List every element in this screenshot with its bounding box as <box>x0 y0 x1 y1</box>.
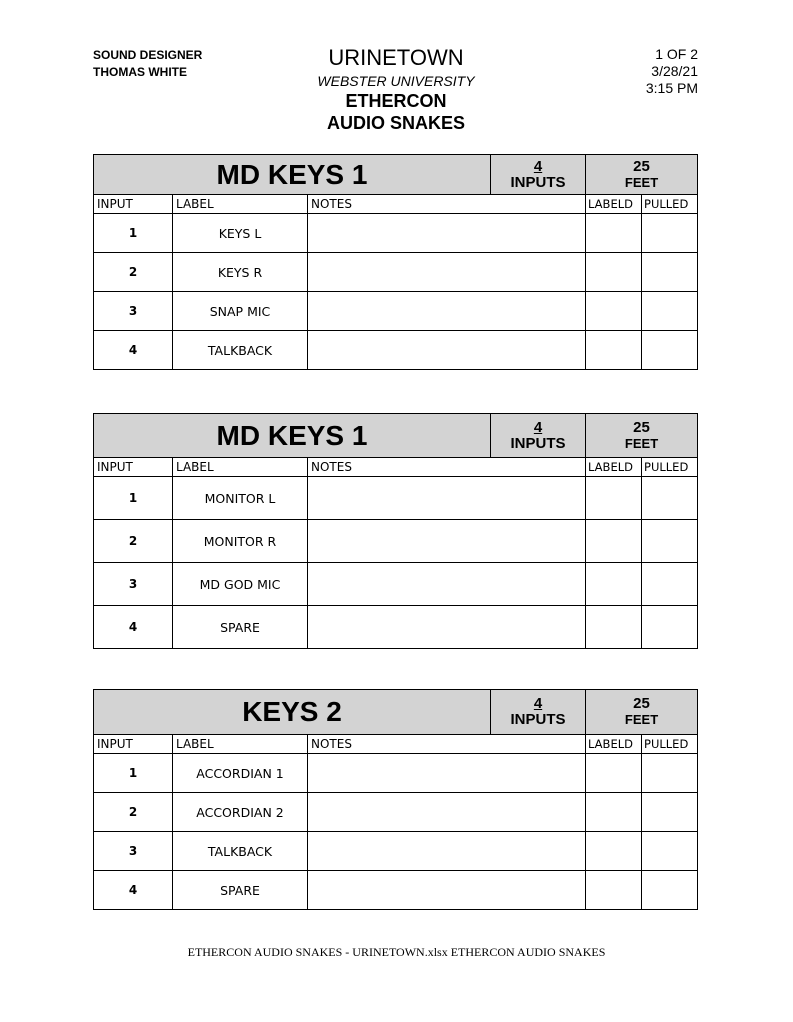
inputs-count: 4 <box>533 695 543 712</box>
labeled-check-cell <box>586 292 642 331</box>
sheet-heading-line1: ETHERCON <box>345 91 447 111</box>
snake-table <box>93 154 698 370</box>
inputs-unit: INPUTS <box>510 173 566 191</box>
pulled-column-header: PULLED <box>642 195 698 214</box>
input-number: 1 <box>94 754 173 793</box>
notes-cell <box>308 606 586 649</box>
length-cell <box>586 690 698 735</box>
labeled-check-cell <box>586 606 642 649</box>
table-row <box>94 292 698 331</box>
table-row <box>94 477 698 520</box>
length-unit: FEET <box>624 435 659 451</box>
venue-subtitle: WEBSTER UNIVERSITY <box>317 73 475 89</box>
pulled-check-cell <box>642 331 698 370</box>
notes-column-header: NOTES <box>308 195 586 214</box>
notes-column-header: NOTES <box>308 458 586 477</box>
notes-cell <box>308 793 586 832</box>
input-number: 3 <box>94 832 173 871</box>
channel-label: SNAP MIC <box>173 292 308 331</box>
pulled-check-cell <box>642 754 698 793</box>
inputs-count-cell <box>491 690 586 735</box>
labeled-check-cell <box>586 520 642 563</box>
labeled-check-cell <box>586 214 642 253</box>
length-count: 25 <box>633 418 650 436</box>
table-row <box>94 832 698 871</box>
designer-name: THOMAS WHITE <box>93 65 187 79</box>
channel-label: MONITOR L <box>173 477 308 520</box>
labeled-check-cell <box>586 477 642 520</box>
input-number: 1 <box>94 214 173 253</box>
length-cell <box>586 155 698 195</box>
label-column-header: LABEL <box>173 195 308 214</box>
table-row <box>94 606 698 649</box>
pulled-check-cell <box>642 563 698 606</box>
notes-cell <box>308 520 586 563</box>
labeled-check-cell <box>586 563 642 606</box>
notes-cell <box>308 253 586 292</box>
labeled-check-cell <box>586 793 642 832</box>
length-count: 25 <box>633 157 650 175</box>
labeled-check-cell <box>586 253 642 292</box>
pulled-check-cell <box>642 520 698 563</box>
notes-cell <box>308 331 586 370</box>
input-column-header: INPUT <box>94 195 173 214</box>
pulled-check-cell <box>642 214 698 253</box>
input-number: 3 <box>94 292 173 331</box>
sheet-heading-line2: AUDIO SNAKES <box>326 113 465 133</box>
inputs-count: 4 <box>533 157 543 175</box>
input-column-header: INPUT <box>94 735 173 754</box>
pulled-check-cell <box>642 606 698 649</box>
pulled-check-cell <box>642 292 698 331</box>
table-row <box>94 331 698 370</box>
notes-cell <box>308 832 586 871</box>
table-row <box>94 793 698 832</box>
labeled-check-cell <box>586 871 642 910</box>
notes-cell <box>308 292 586 331</box>
input-number: 1 <box>94 477 173 520</box>
table-row <box>94 253 698 292</box>
inputs-unit: INPUTS <box>510 711 566 728</box>
notes-column-header: NOTES <box>308 735 586 754</box>
inputs-count-cell <box>491 155 586 195</box>
print-time: 3:15 PM <box>645 80 698 96</box>
notes-cell <box>308 754 586 793</box>
channel-label: SPARE <box>173 606 308 649</box>
length-cell <box>586 414 698 458</box>
snake-name: KEYS 2 <box>94 690 491 735</box>
inputs-unit: INPUTS <box>510 434 566 452</box>
pulled-column-header: PULLED <box>642 735 698 754</box>
labeled-check-cell <box>586 754 642 793</box>
notes-cell <box>308 871 586 910</box>
pulled-check-cell <box>642 871 698 910</box>
labeled-check-cell <box>586 331 642 370</box>
inputs-count-cell <box>491 414 586 458</box>
input-number: 2 <box>94 793 173 832</box>
pulled-check-cell <box>642 832 698 871</box>
channel-label: TALKBACK <box>173 832 308 871</box>
input-number: 3 <box>94 563 173 606</box>
page-footer: ETHERCON AUDIO SNAKES - URINETOWN.xlsx ETHERCON AUDIO SNAKES <box>187 945 606 959</box>
label-column-header: LABEL <box>173 735 308 754</box>
table-row <box>94 754 698 793</box>
labeled-column-header: LABELD <box>586 195 642 214</box>
channel-label: ACCORDIAN 2 <box>173 793 308 832</box>
input-column-header: INPUT <box>94 458 173 477</box>
pulled-column-header: PULLED <box>642 458 698 477</box>
snake-name: MD KEYS 1 <box>94 414 491 458</box>
page-info-block <box>600 46 698 97</box>
labeled-column-header: LABELD <box>586 735 642 754</box>
length-unit: FEET <box>624 174 659 190</box>
channel-label: TALKBACK <box>173 331 308 370</box>
notes-cell <box>308 563 586 606</box>
sound-designer-label: SOUND DESIGNER <box>93 48 203 62</box>
document-title-block <box>296 44 496 134</box>
length-count: 25 <box>633 695 650 712</box>
sound-designer-block <box>93 47 202 81</box>
labeled-check-cell <box>586 832 642 871</box>
length-unit: FEET <box>624 712 659 727</box>
input-number: 4 <box>94 871 173 910</box>
snake-name: MD KEYS 1 <box>94 155 491 195</box>
snake-table <box>93 413 698 649</box>
page-number: 1 OF 2 <box>655 46 698 62</box>
channel-label: MONITOR R <box>173 520 308 563</box>
pulled-check-cell <box>642 477 698 520</box>
channel-label: KEYS L <box>173 214 308 253</box>
table-row <box>94 214 698 253</box>
channel-label: ACCORDIAN 1 <box>173 754 308 793</box>
show-title: URINETOWN <box>328 45 464 70</box>
channel-label: SPARE <box>173 871 308 910</box>
pulled-check-cell <box>642 793 698 832</box>
input-number: 2 <box>94 253 173 292</box>
table-row <box>94 563 698 606</box>
table-row <box>94 871 698 910</box>
input-number: 4 <box>94 331 173 370</box>
snake-table <box>93 689 698 910</box>
label-column-header: LABEL <box>173 458 308 477</box>
notes-cell <box>308 214 586 253</box>
input-number: 4 <box>94 606 173 649</box>
inputs-count: 4 <box>533 418 543 436</box>
table-row <box>94 520 698 563</box>
channel-label: MD GOD MIC <box>173 563 308 606</box>
notes-cell <box>308 477 586 520</box>
channel-label: KEYS R <box>173 253 308 292</box>
labeled-column-header: LABELD <box>586 458 642 477</box>
print-date: 3/28/21 <box>651 63 698 79</box>
input-number: 2 <box>94 520 173 563</box>
pulled-check-cell <box>642 253 698 292</box>
